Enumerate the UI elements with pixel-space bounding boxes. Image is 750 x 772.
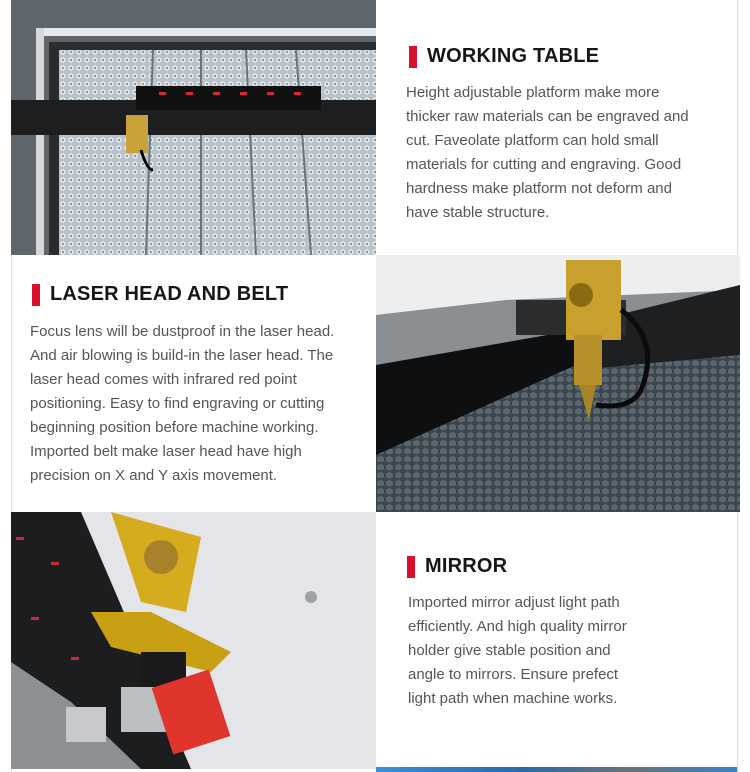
laser-head-photo [376,255,740,512]
description-line: positioning. Easy to find engraving or cutting [30,395,325,412]
section-title: LASER HEAD AND BELT [50,283,289,305]
description-line: Height adjustable platform make more [406,84,660,101]
description-line: angle to mirrors. Ensure prefect [408,666,619,683]
accent-bar [409,46,417,68]
description-line: thicker raw materials can be engraved and [406,108,689,125]
description-line: hardness make platform not deform and [406,180,672,197]
laser-head-section [12,255,376,512]
description-line: Imported mirror adjust light path [408,594,620,611]
description-line: laser head comes with infrared red point [30,371,297,388]
description-line: precision on X and Y axis movement. [30,467,278,484]
description-line: Focus lens will be dustproof in the laser head. [30,323,335,340]
mirror-heading [407,555,507,578]
working-table-heading [409,45,599,68]
mirror-photo [11,512,376,769]
section-title: MIRROR [425,555,508,577]
section-title: WORKING TABLE [427,45,600,67]
description-line: materials for cutting and engraving. Good [406,156,682,173]
section-description [30,320,334,488]
section-description [408,591,627,711]
description-line: holder give stable position and [408,642,611,659]
description-line: have stable structure. [406,204,550,221]
working-table-section [376,0,737,255]
laser-head-heading [32,283,288,306]
mirror-section [376,512,737,767]
accent-bar [407,556,415,578]
description-line: Imported belt make laser head have high [30,443,302,460]
accent-bar [32,284,40,306]
section-description [406,81,689,225]
bottom-edge-strip [376,767,737,772]
description-line: cut. Faveolate platform can hold small [406,132,659,149]
working-table-photo [11,0,376,255]
description-line: efficiently. And high quality mirror [408,618,627,635]
description-line: beginning position before machine working. [30,419,319,436]
description-line: And air blowing is build-in the laser head. The [30,347,334,364]
description-line: light path when machine works. [408,690,618,707]
